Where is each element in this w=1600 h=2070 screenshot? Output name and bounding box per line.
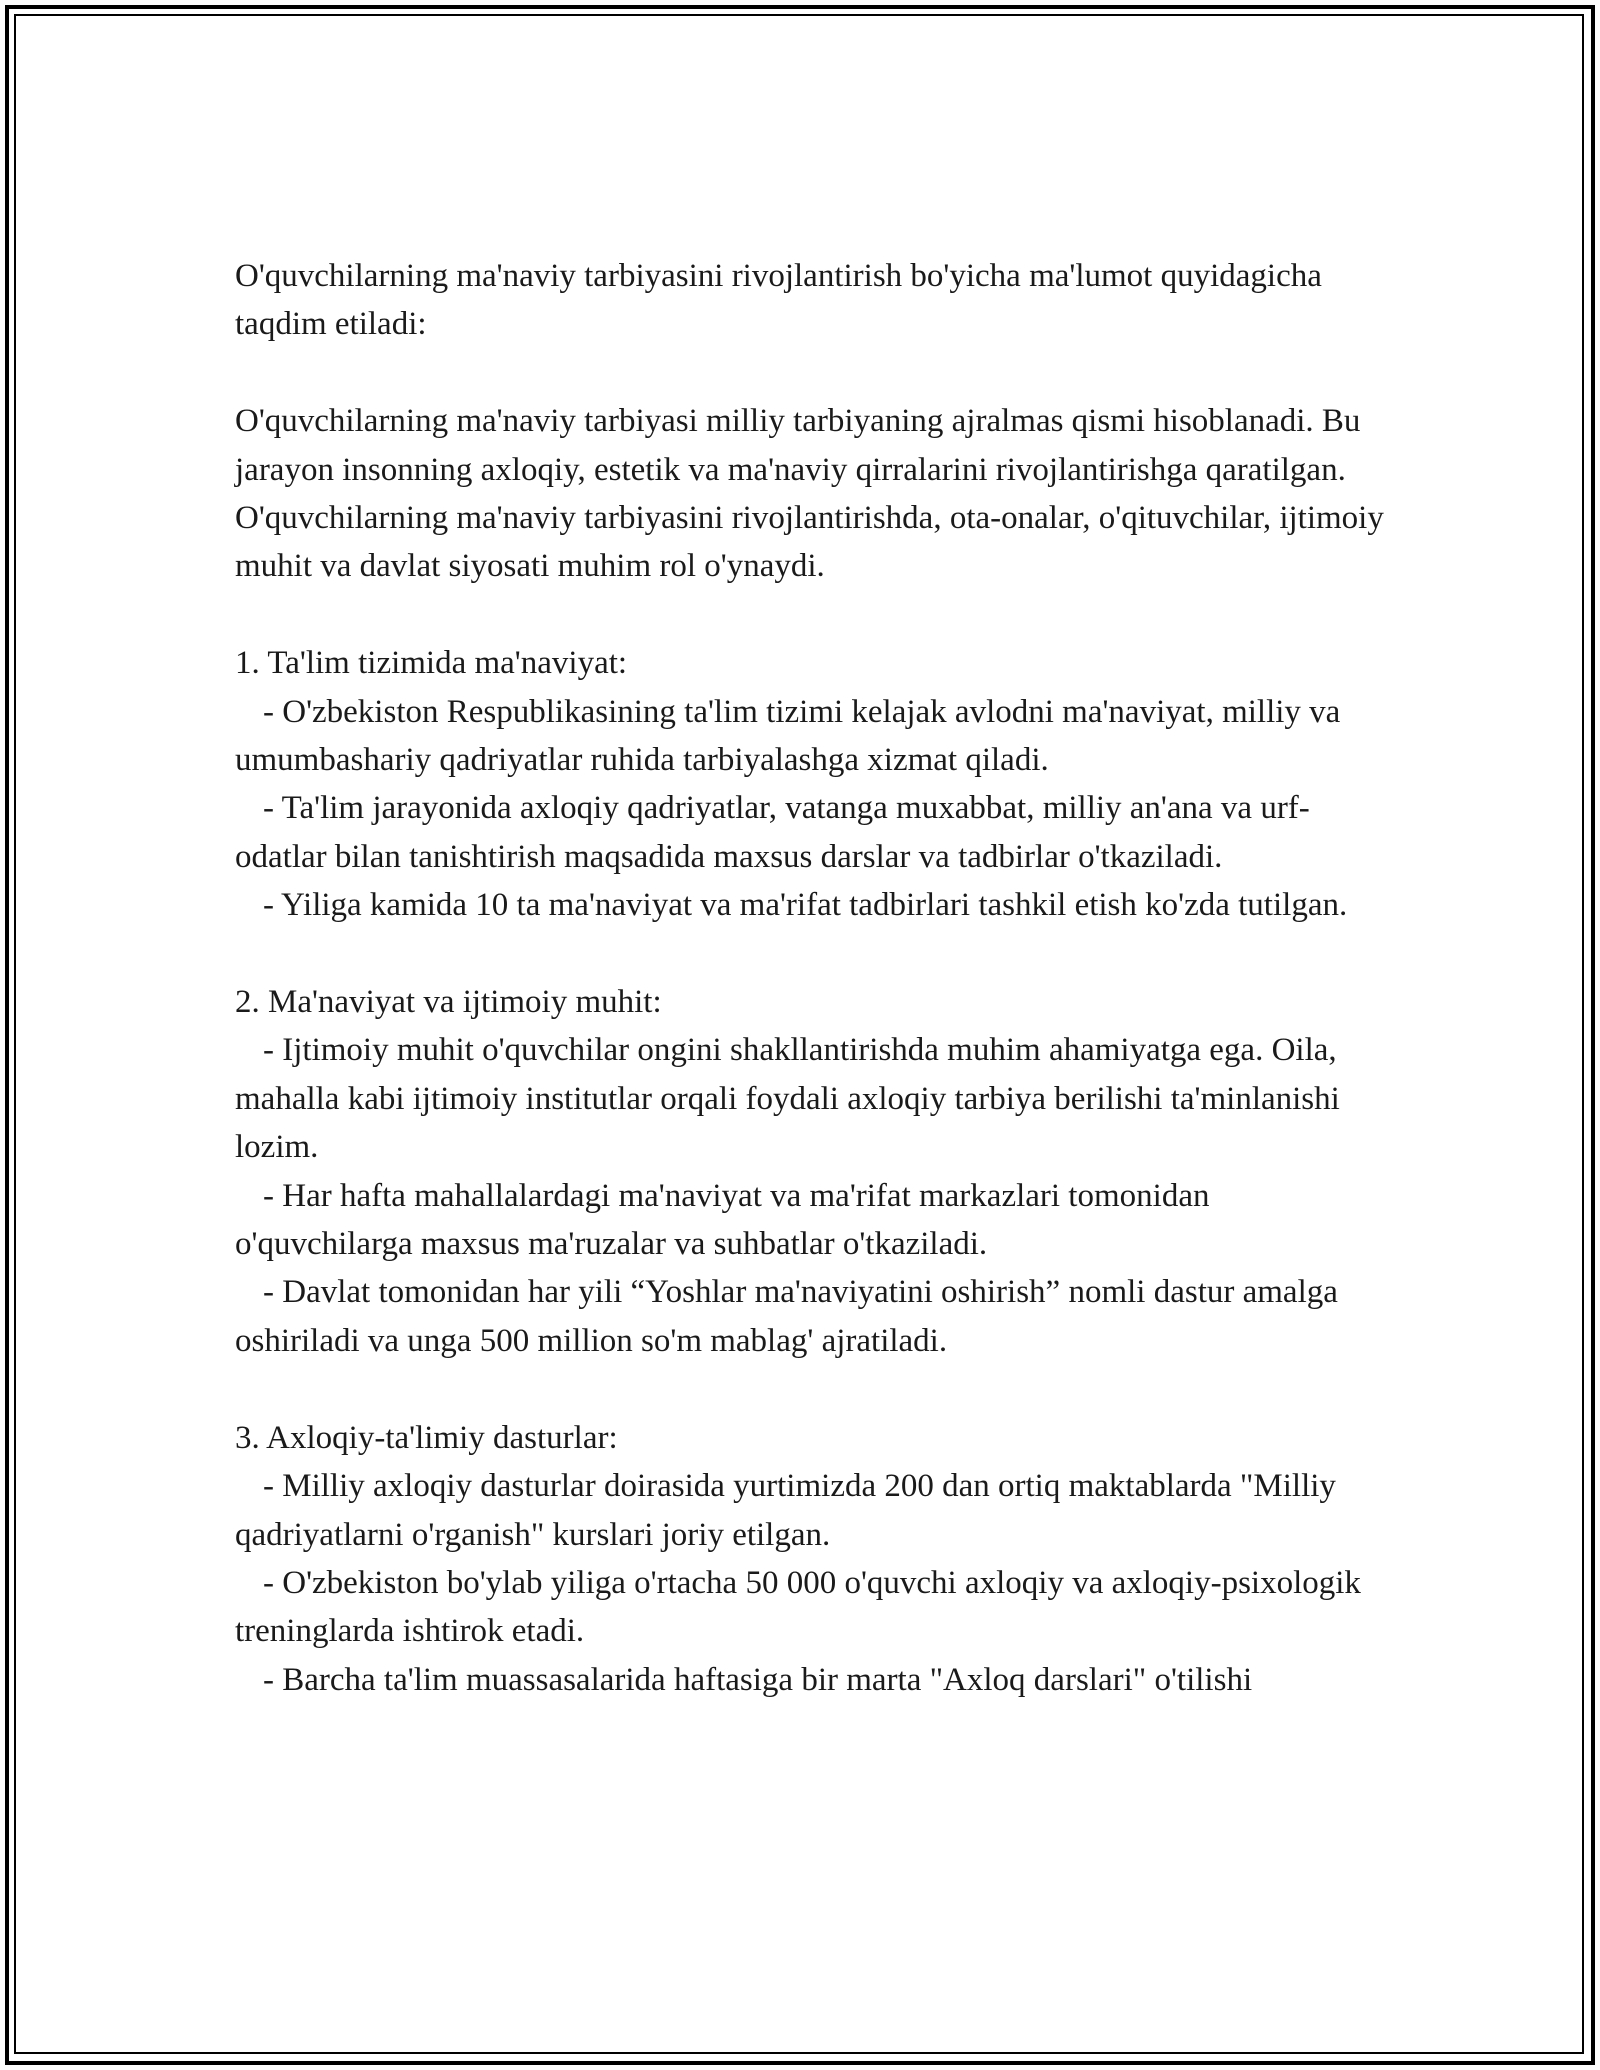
section-heading: 2. Ma'naviyat va ijtimoiy muhit: (235, 984, 662, 1021)
section-2 (235, 978, 1395, 1365)
section-bullet: - Davlat tomonidan har yili “Yoshlar ma'naviyatini oshirish” nomli dastur amalga oshiriladi va unga 500 million so'm mablag' ajratiladi. (235, 1274, 1338, 1359)
section-bullet: - O'zbekiston Respublikasining ta'lim tizimi kelajak avlodni ma'naviyat, milliy va umumbashariy qadriyatlar ruhida tarbiyalashga xizmat qiladi. (235, 693, 1341, 779)
section-bullet: - O'zbekiston bo'ylab yiliga o'rtacha 50 000 o'quvchi axloqiy va axloqiy-psixologik treninglarda ishtirok etadi. (235, 1564, 1361, 1650)
section-1 (235, 639, 1395, 929)
section-heading: 1. Ta'lim tizimida ma'naviyat: (235, 645, 628, 682)
blank-line (235, 591, 1395, 639)
intro-paragraph: O'quvchilarning ma'naviy tarbiyasini rivojlantirish bo'yicha ma'lumot quyidagicha taqdim etiladi: (235, 258, 1322, 343)
section-bullet: - Yiliga kamida 10 ta ma'naviyat va ma'rifat tadbirlari tashkil etish ko'zda tutilgan. (263, 887, 1348, 924)
section-bullet: - Milliy axloqiy dasturlar doirasida yurtimizda 200 dan ortiq maktablarda "Milliy qadriyatlarni o'rganish" kurslari joriy etilgan. (235, 1468, 1336, 1553)
blank-line (235, 930, 1395, 978)
section-bullet: - Ta'lim jarayonida axloqiy qadriyatlar, vatanga muxabbat, milliy an'ana va urf-odatlar bilan tanishtirish maqsadida maxsus darslar va tadbirlar o'tkaziladi. (235, 790, 1310, 875)
section-bullet: - Ijtimoiy muhit o'quvchilar ongini shakllantirishda muhim ahamiyatga ega. Oila, mahalla kabi ijtimoiy institutlar orqali foydali axloqiy tarbiya berilishi ta'minlanishi lozim. (235, 1032, 1340, 1166)
document-body (235, 252, 1395, 1704)
blank-line (235, 349, 1395, 397)
section-bullet: - Har hafta mahallalardagi ma'naviyat va ma'rifat markazlari tomonidan o'quvchilarga maxsus ma'ruzalar va suhbatlar o'tkaziladi. (235, 1177, 1210, 1263)
blank-line (235, 1365, 1395, 1413)
section-bullet: - Barcha ta'lim muassasalarida haftasiga bir marta "Axloq darslari" o'tilishi (263, 1661, 1253, 1698)
body-paragraph: O'quvchilarning ma'naviy tarbiyasi milliy tarbiyaning ajralmas qismi hisoblanadi. Bu jarayon insonning axloqiy, estetik va ma'naviy qirralarini rivojlantirishga qaratilgan. O'quvchilarning ma'naviy tarbiyasini rivojlantirishda, ota-onalar, o'qituvchilar, ijtimoiy muhit va davlat siyosati muhim rol o'ynaydi. (235, 403, 1384, 585)
section-heading: 3. Axloqiy-ta'limiy dasturlar: (235, 1419, 618, 1456)
section-3 (235, 1414, 1395, 1704)
